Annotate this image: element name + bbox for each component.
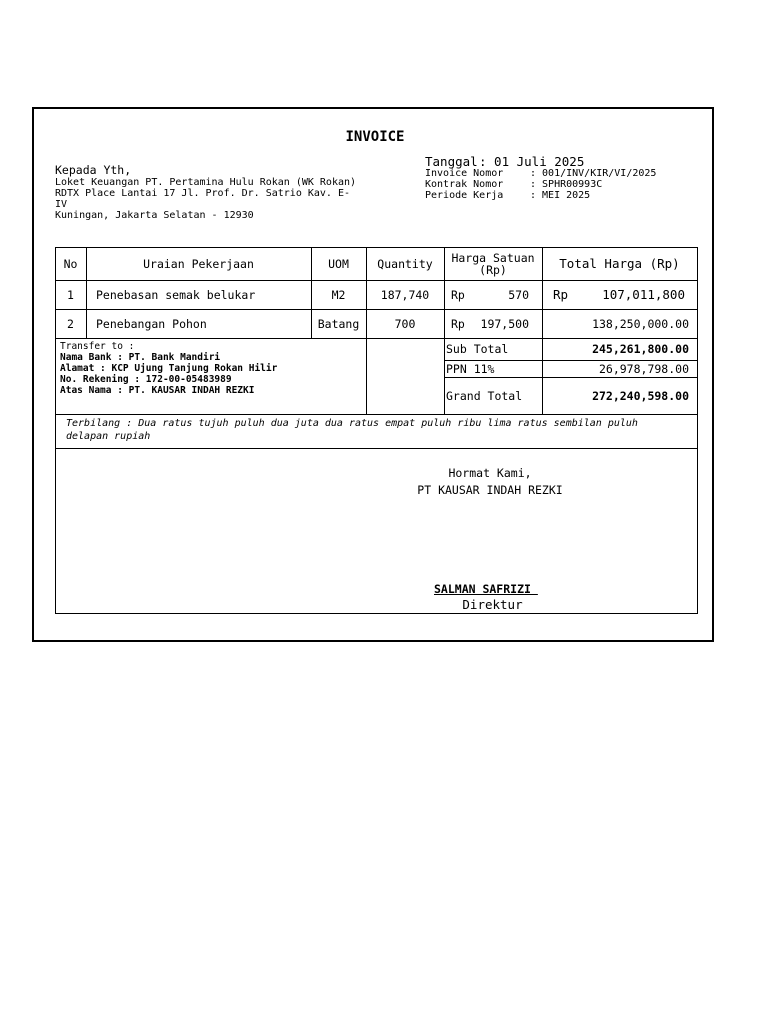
header-unit-price (444, 247, 542, 280)
amount-in-words-line-1: Terbilang : Dua ratus tujuh puluh dua juta dua ratus empat puluh ribu lima ratus sembilan puluh (66, 418, 638, 429)
transfer-bank: Nama Bank : PT. Bank Mandiri (60, 352, 221, 363)
signatory-name: SALMAN SAFRIZI (434, 582, 538, 596)
tax-value: 26,978,798.00 (598, 361, 689, 376)
row-1-price-currency: Rp (451, 287, 465, 302)
transfer-address: Alamat : KCP Ujung Tanjung Rokan Hilir (60, 363, 278, 374)
transfer-account: No. Rekening : 172-00-05483989 (60, 374, 232, 385)
invoice-title: INVOICE (345, 129, 405, 145)
subtotal-value: 245,261,800.00 (592, 342, 689, 356)
recipient-line-1: Loket Keuangan PT. Pertamina Hulu Rokan (WK Rokan) (55, 177, 357, 188)
row-2-description: Penebangan Pohon (96, 316, 207, 331)
row-1-no: 1 (67, 287, 74, 302)
grand-total-label: Grand Total (446, 388, 523, 403)
header-description: Uraian Pekerjaan (143, 256, 254, 271)
header-total: Total Harga (Rp) (559, 256, 680, 271)
tax-label: PPN 11% (446, 361, 495, 376)
header-unit-price-line-1: Harga Satuan (451, 250, 535, 265)
row-1-total-currency: Rp (553, 287, 569, 302)
work-period-value: : MEI 2025 (530, 190, 591, 201)
row-1-uom: M2 (331, 287, 346, 302)
row-2-price-currency: Rp (451, 316, 465, 331)
invoice-table (55, 247, 698, 614)
invoice-frame (32, 107, 714, 642)
row-2-uom: Batang (317, 316, 360, 331)
date-value: : 01 Juli 2025 (479, 154, 585, 169)
row-1-unit-price: 570 (508, 287, 529, 302)
transfer-holder: Atas Nama : PT. KAUSAR INDAH REZKI (60, 385, 255, 396)
row-1-quantity: 187,740 (380, 287, 430, 302)
row-1-description: Penebasan semak belukar (96, 287, 256, 302)
row-2-unit-price: 197,500 (480, 316, 529, 331)
recipient-salutation: Kepada Yth, (55, 163, 132, 177)
work-period-label: Periode Kerja (425, 190, 504, 201)
grand-total-value: 272,240,598.00 (592, 388, 689, 403)
header-quantity: Quantity (377, 256, 433, 271)
transfer-heading: Transfer to : (60, 341, 135, 352)
subtotal-label: Sub Total (446, 342, 509, 356)
amount-in-words-line-2: delapan rupiah (66, 431, 151, 442)
recipient-line-3: IV (55, 199, 68, 210)
row-2-no: 2 (67, 316, 74, 331)
header-no: No (63, 256, 78, 271)
row-2-total: 138,250,000.00 (592, 316, 689, 331)
contract-number-label: Kontrak Nomor (425, 179, 504, 190)
signature-closing: Hormat Kami, (448, 466, 532, 480)
row-1-total: 107,011,800 (602, 287, 685, 302)
header-unit-price-line-2: (Rp) (479, 262, 507, 277)
contract-number-value: : SPHR00993C (530, 179, 603, 190)
signature-company: PT KAUSAR INDAH REZKI (417, 483, 563, 497)
date-label: Tanggal (425, 154, 478, 169)
recipient-line-2: RDTX Place Lantai 17 Jl. Prof. Dr. Satrio Kav. E- (55, 188, 351, 199)
invoice-number-label: Invoice Nomor (425, 168, 504, 179)
header-uom: UOM (328, 256, 349, 271)
signatory-position: Direktur (462, 597, 523, 612)
invoice-number-value: : 001/INV/KIR/VI/2025 (530, 168, 657, 179)
recipient-line-4: Kuningan, Jakarta Selatan - 12930 (55, 210, 254, 221)
row-2-quantity: 700 (394, 316, 416, 331)
